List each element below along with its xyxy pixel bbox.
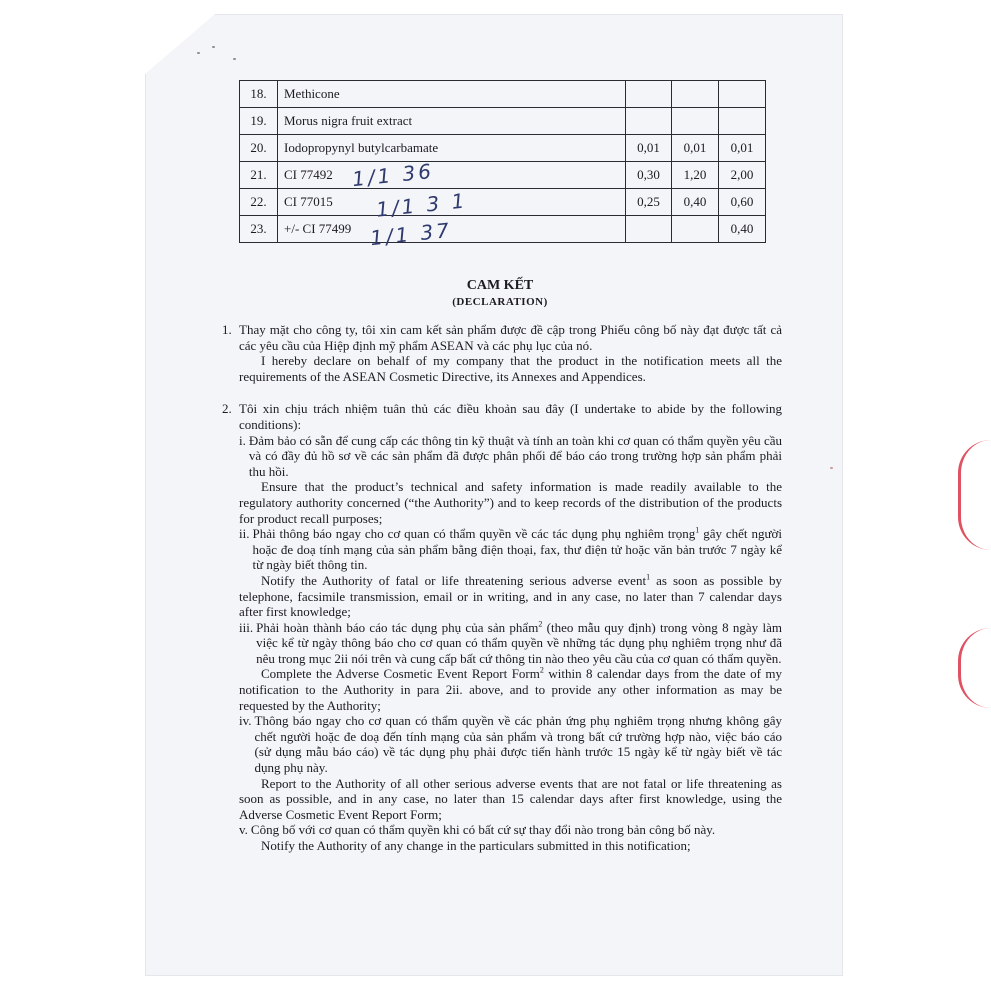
concentration-value: 0,01 <box>626 135 672 162</box>
concentration-value <box>626 108 672 135</box>
scan-speck <box>233 58 236 60</box>
ingredient-row <box>240 135 766 162</box>
sub-marker: v. <box>239 822 248 838</box>
sub-marker: iii. <box>239 619 254 635</box>
ingredient-row <box>240 162 766 189</box>
concentration-value: 0,01 <box>672 135 719 162</box>
concentration-value: 0,01 <box>719 135 766 162</box>
ingredient-name: Morus nigra fruit extract <box>278 108 626 135</box>
concentration-value <box>719 108 766 135</box>
row-number: 19. <box>240 108 278 135</box>
declaration-title: CAM KẾT <box>466 278 534 293</box>
row-number: 23. <box>240 216 278 243</box>
concentration-value <box>672 81 719 108</box>
sub-marker: iv. <box>239 713 252 729</box>
ingredient-name: +/- CI 77499 <box>278 216 626 243</box>
declaration-item-1 <box>222 322 782 384</box>
scan-speck <box>830 467 833 469</box>
condition-v-vietnamese: Công bố với cơ quan có thẩm quyền khi có bất cứ sự thay đổi nào trong bản công bố này. <box>250 822 716 838</box>
declaration-heading <box>400 278 600 310</box>
ingredient-row <box>240 216 766 243</box>
scan-speck <box>197 52 200 54</box>
condition-iii-english: Complete the Adverse Cosmetic Event Report Form$^2$ within 8 calendar days from the date of my notification to the Authority in para 2ii. above, and to provide any other information as may be requested by the Authority; <box>239 666 782 713</box>
condition-ii-english: Notify the Authority of fatal or life threatening serious adverse event$^1$ as soon as possible by telephone, facsimile transmission, email or in writing, and in any case, no later than 7 calendar days after first knowledge; <box>239 572 782 620</box>
condition-i <box>239 433 782 480</box>
row-number: 20. <box>240 135 278 162</box>
ingredient-name: CI 77492 <box>278 162 626 189</box>
condition-v <box>239 822 782 838</box>
concentration-value <box>626 216 672 243</box>
handwritten-note: 1/1 3 1 <box>374 188 469 222</box>
concentration-value <box>672 108 719 135</box>
ingredients-table <box>239 80 766 243</box>
ingredients-table-body <box>240 81 766 243</box>
ingredient-name: Iodopropynyl butylcarbamate <box>278 135 626 162</box>
sub-marker: ii. <box>239 526 250 542</box>
ingredient-name: Methicone <box>278 81 626 108</box>
row-number: 18. <box>240 81 278 108</box>
concentration-value: 0,40 <box>672 189 719 216</box>
company-seal-fragment <box>958 440 991 550</box>
concentration-value: 0,60 <box>719 189 766 216</box>
ingredient-row <box>240 81 766 108</box>
condition-i-english: Ensure that the product’s technical and safety information is made readily available to the regulatory authority concerned (“the Authority”) and to keep records of the distribution of the products for product recall purposes; <box>239 479 782 526</box>
item-2-intro: Tôi xin chịu trách nhiệm tuân thủ các điều khoản sau đây (I undertake to abide by the following conditions): <box>239 401 782 432</box>
condition-iv <box>239 713 782 775</box>
handwritten-note: 1/1 36 <box>350 158 436 192</box>
company-seal-fragment <box>958 628 991 708</box>
condition-i-vietnamese: Đảm bảo có sẵn để cung cấp các thông tin kỹ thuật và tính an toàn khi cơ quan có thẩm quyền yêu cầu và có đầy đủ hồ sơ về các sản phẩm đã được phân phối để báo cáo trong trường hợp sản phẩm phải thu hồi. <box>248 432 782 479</box>
page-corner-fold <box>145 14 215 74</box>
concentration-value: 0,25 <box>626 189 672 216</box>
condition-iv-vietnamese: Thông báo ngay cho cơ quan có thẩm quyền về các phản ứng phụ nghiêm trọng nhưng không gây chết người hoặc đe doạ đến tính mạng của sản phẩm và trong bất cứ trường hợp nào, việc báo cáo (sử dụng mẫu báo cáo) về tác dụng phụ phải được tiến hành trước 15 ngày kể từ ngày biết về tác dụng phụ này. <box>254 713 782 776</box>
ingredient-row <box>240 108 766 135</box>
concentration-value: 0,30 <box>626 162 672 189</box>
row-number: 22. <box>240 189 278 216</box>
condition-ii <box>239 526 782 573</box>
ingredient-row <box>240 189 766 216</box>
concentration-value: 2,00 <box>719 162 766 189</box>
concentration-value <box>626 81 672 108</box>
condition-iii <box>239 620 782 667</box>
concentration-value: 0,40 <box>719 216 766 243</box>
condition-ii-vietnamese: Phải thông báo ngay cho cơ quan có thẩm quyền về các tác dụng phụ nghiêm trọng$^1$ gây chết người hoặc đe doạ tính mạng của sản phẩm bằng điện thoại, fax, thư điện tử hoặc văn bản trước 7 ngày kể từ ngày biết thông tin. <box>252 525 782 573</box>
item-marker: 1. <box>222 322 232 337</box>
item-1-vietnamese: Thay mặt cho công ty, tôi xin cam kết sản phẩm được đề cập trong Phiếu công bố này đạt được tất cả các yêu cầu của Hiệp định mỹ phẩm ASEAN và các phụ lục của nó. <box>239 322 782 353</box>
handwritten-note: 1/1 37 <box>368 217 454 251</box>
scan-speck <box>212 46 215 48</box>
declaration-body <box>222 322 782 854</box>
declaration-item-2 <box>222 401 782 853</box>
condition-iv-english: Report to the Authority of all other serious adverse events that are not fatal or life threatening as soon as possible, and in any case, no later than 15 calendar days after first knowledge, using the Adverse Cosmetic Event Report Form; <box>239 775 782 822</box>
row-number: 21. <box>240 162 278 189</box>
concentration-value <box>672 216 719 243</box>
item-1-english: I hereby declare on behalf of my company that the product in the notification meets all the requirements of the ASEAN Cosmetic Directive, its Annexes and Appendices. <box>239 353 782 384</box>
declaration-subtitle: (DECLARATION) <box>452 296 548 308</box>
ingredient-name: CI 77015 <box>278 189 626 216</box>
item-marker: 2. <box>222 401 232 417</box>
concentration-value: 1,20 <box>672 162 719 189</box>
condition-v-english: Notify the Authority of any change in the particulars submitted in this notification; <box>261 838 691 853</box>
concentration-value <box>719 81 766 108</box>
condition-iii-vietnamese: Phải hoàn thành báo cáo tác dụng phụ của sản phẩm$^2$ (theo mẫu quy định) trong vòng 8 ngày làm việc kể từ ngày thông báo cho cơ quan có thẩm quyền về những tác dụng phụ nghiêm trọng như đã nêu trong mục 2ii nói trên và cung cấp bất cứ thông tin nào theo yêu cầu của cơ quan có thẩm quyền. <box>256 619 782 666</box>
sub-marker: i. <box>239 432 246 448</box>
